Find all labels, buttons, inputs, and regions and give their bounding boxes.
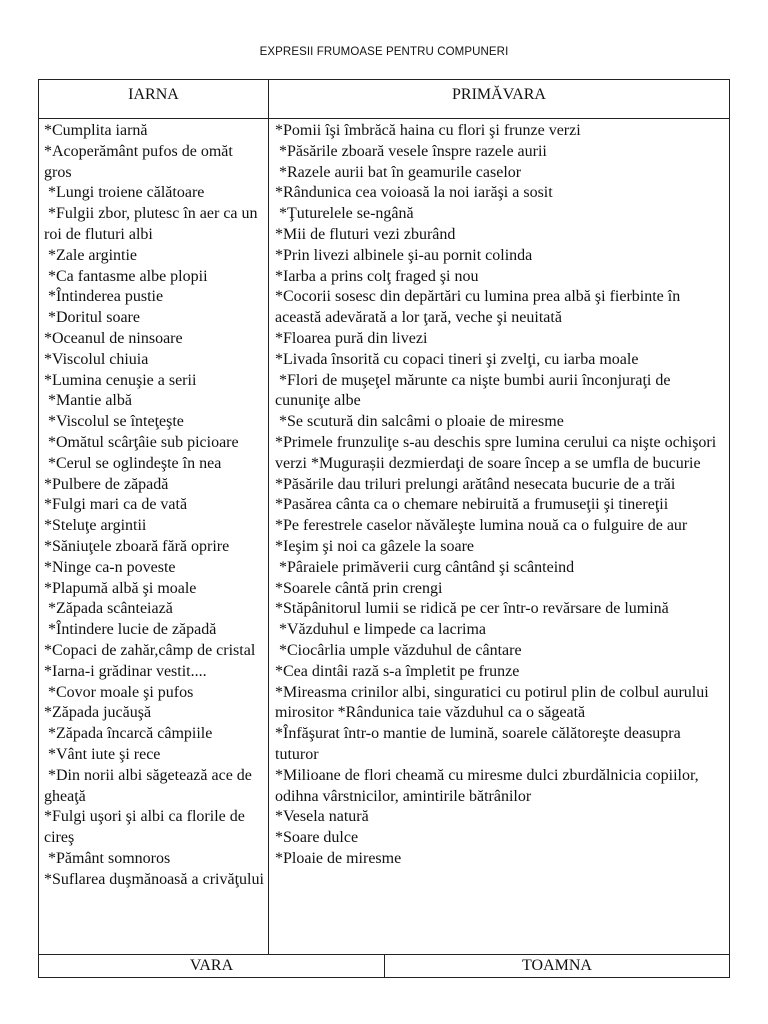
iarna-expression: *Plapumă albă şi moale (44, 579, 197, 597)
primavara-expression: *Iarba a prins colţ fraged şi nou (275, 267, 479, 285)
primavara-expression: *Ciocârlia umple văzduhul de cântare (275, 641, 522, 659)
header-vara-label: VARA (189, 957, 234, 974)
iarna-expression: *Cumplita iarnă (44, 122, 148, 139)
header-primavara-label: PRIMĂVARA (452, 86, 546, 103)
column-primavara (268, 118, 730, 955)
iarna-list (44, 121, 264, 890)
header-toamna-label: TOAMNA (522, 957, 592, 974)
iarna-expression: *Săniuţele zboară fără oprire (44, 537, 230, 555)
iarna-expression: *Zăpada jucăuşă (44, 704, 152, 722)
primavara-expression: *Se scutură din salcâmi o ploaie de miresme (275, 413, 564, 431)
iarna-expression: *Mantie albă (44, 392, 132, 410)
iarna-expression: *Lungi troiene călătoare (44, 184, 205, 202)
primavara-expression: *Pâraiele primăverii curg cântând şi scânteind (275, 558, 575, 576)
iarna-expression: *Doritul soare (44, 309, 140, 327)
primavara-expression: *Ieşim şi noi ca gâzele la soare (275, 537, 475, 555)
iarna-expression: *Copaci de zahăr,câmp de cristal (44, 641, 256, 659)
primavara-expression: *Înfăşurat într-o mantie de lumină, soarele călătoreşte deasupra tuturor (275, 725, 685, 763)
primavara-expression: *Razele aurii bat în geamurile caselor (275, 163, 522, 181)
iarna-expression: *Vânt iute şi rece (44, 745, 161, 763)
iarna-expression: *Pământ somnoros (44, 849, 171, 867)
primavara-expression: *Păsările dau triluri prelungi arătând nesecata bucurie de a trăi (275, 475, 676, 493)
primavara-expression: *Văzduhul e limpede ca lacrima (275, 621, 487, 639)
primavara-expression: *Pasărea cânta ca o chemare nebiruită a frumuseţii şi tinereţii (275, 496, 669, 514)
primavara-expression: *Primele frunzuliţe s-au deschis spre lumina cerului ca nişte ochişori verzi *Mugurașii dezmierdaţi de soare încep a se umfla de bucurie (275, 433, 721, 472)
primavara-expression: *Prin livezi albinele şi-au pornit colinda (275, 246, 533, 264)
iarna-expression: *Acoperământ pufos de omăt gros (44, 142, 237, 181)
primavara-expression: *Stăpânitorul lumii se ridică pe cer într-o revărsare de lumină (275, 600, 669, 618)
header-iarna (38, 79, 269, 119)
column-iarna (38, 118, 269, 955)
primavara-expression: *Milioane de flori cheamă cu miresme dulci zburdălnicia copiilor, odihna vârstnicilor, amintirile bătrânilor (275, 766, 703, 805)
primavara-expression: *Cea dintâi rază s-a împletit pe frunze (275, 662, 520, 680)
iarna-expression: *Suflarea duşmănoasă a crivăţului (44, 870, 264, 888)
iarna-expression: *Omătul scârţâie sub picioare (44, 433, 239, 451)
primavara-expression: *Cocorii sosesc din depărtări cu lumina prea albă şi fierbinte în această adevărată a lor ţară, veche şi neuitată (275, 288, 685, 327)
iarna-expression: *Viscolul chiuia (44, 350, 149, 368)
primavara-expression: *Flori de muşeţel mărunte ca nişte bumbi aurii înconjuraţi de cununiţe albe (275, 371, 675, 410)
iarna-expression: *Zale argintie (44, 246, 137, 264)
document-title: EXPRESII FRUMOASE PENTRU COMPUNERI (259, 46, 509, 58)
iarna-expression: *Fulgi mari ca de vată (44, 496, 188, 514)
iarna-expression: *Ninge ca-n poveste (44, 558, 176, 576)
header-toamna (384, 954, 730, 978)
primavara-list (275, 121, 723, 870)
iarna-expression: *Cerul se oglindeşte în nea (44, 454, 222, 472)
primavara-expression: *Floarea pură din livezi (275, 329, 428, 347)
iarna-expression: *Pulbere de zăpadă (44, 475, 169, 493)
primavara-expression: *Pe ferestrele caselor năvăleşte lumina nouă ca o fulguire de aur (275, 517, 688, 535)
iarna-expression: *Fulgi uşori şi albi ca florile de cireş (44, 808, 249, 847)
iarna-expression: *Zăpada scânteiază (44, 600, 173, 618)
header-primavara (268, 79, 730, 119)
primavara-expression: *Mii de fluturi vezi zburând (275, 225, 456, 243)
iarna-expression: *Zăpada încarcă câmpiile (44, 725, 213, 743)
iarna-expression: *Fulgii zbor, plutesc în aer ca un roi de fluturi albi (44, 205, 262, 243)
primavara-expression: *Ploaie de miresme (275, 849, 402, 867)
primavara-expression: *Soare dulce (275, 829, 359, 847)
iarna-expression: *Întindere lucie de zăpadă (44, 621, 217, 639)
primavara-expression: *Mireasma crinilor albi, singuratici cu potirul plin de colbul aurului mirositor *Rândunica taie văzduhul ca o săgeată (275, 683, 713, 722)
iarna-expression: *Din norii albi săgetează ace de gheaţă (44, 766, 256, 805)
iarna-expression: *Covor moale şi pufos (44, 683, 194, 701)
primavara-expression: *Vesela natură (275, 808, 369, 826)
primavara-expression: *Ţuturelele se-ngână (275, 205, 414, 223)
iarna-expression: *Steluţe argintii (44, 517, 147, 535)
iarna-expression: *Întinderea pustie (44, 288, 164, 306)
iarna-expression: *Lumina cenuşie a serii (44, 371, 197, 389)
iarna-expression: *Oceanul de ninsoare (44, 329, 183, 347)
primavara-expression: *Pomii îşi îmbrăcă haina cu flori şi frunze verzi (275, 122, 581, 139)
primavara-expression: *Păsările zboară vesele înspre razele aurii (275, 142, 547, 160)
primavara-expression: *Livada însorită cu copaci tineri şi zvelţi, cu iarba moale (275, 350, 639, 368)
iarna-expression: *Ca fantasme albe plopii (44, 267, 208, 285)
primavara-expression: *Rândunica cea voioasă la noi iarăşi a sosit (275, 184, 553, 202)
header-vara (38, 954, 385, 978)
iarna-expression: *Viscolul se înteţeşte (44, 413, 184, 431)
header-iarna-label: IARNA (128, 86, 179, 103)
iarna-expression: *Iarna-i grădinar vestit.... (44, 662, 207, 680)
primavara-expression: *Soarele cântă prin crengi (275, 579, 443, 597)
